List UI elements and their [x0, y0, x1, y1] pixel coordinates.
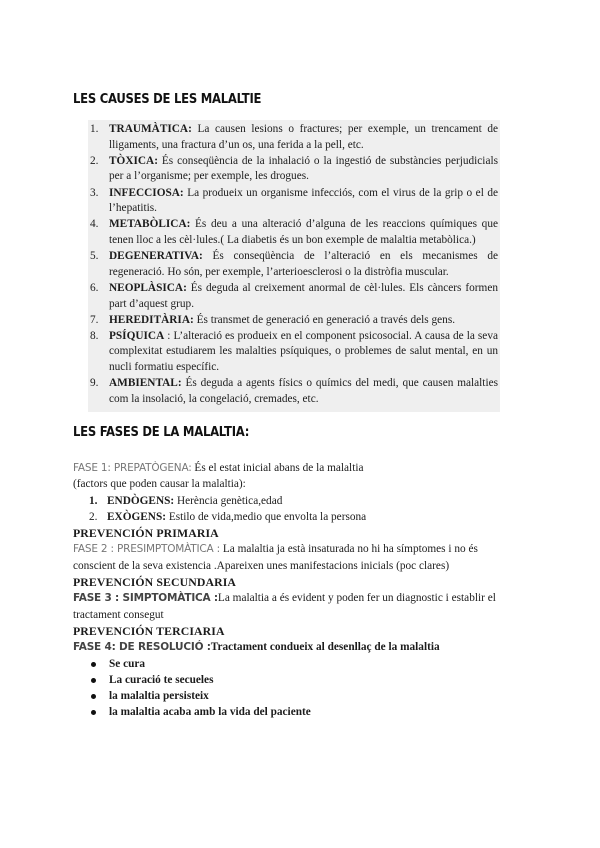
outcome-item: La curació te secueles	[73, 672, 505, 688]
cause-item: 6. NEOPLÀSICA: És deguda al creixement anormal de cèl·lules. Els càncers formen part d’aquest grup.	[90, 281, 498, 310]
cause-term: DEGENERATIVA:	[109, 250, 203, 263]
cause-item: 1. TRAUMÀTICA: La causen lesions o fractures; per exemple, un trencament de lligaments, una fractura d’un os, una ferida a la pell, etc.	[90, 123, 498, 151]
cause-item: 5. DEGENERATIVA: És conseqüència de l’alteració en els mecanismes de regeneració. Ho són, per exemple, l’arterioesclerosi o la distròfia muscular.	[90, 250, 498, 278]
causes-heading: LES CAUSES DE LES MALALTIE	[73, 91, 262, 107]
fase4-outcomes-list	[73, 656, 505, 721]
fase3-text-cont: tractament consegut	[73, 608, 164, 621]
cause-text: És conseqüència de la inhalació o la ingestió de substàncies perjudicials per a l’organisme; per exemple, les drogues.	[109, 154, 498, 183]
fase3-line	[73, 590, 505, 606]
factor-term: ENDÒGENS:	[107, 494, 175, 507]
fase1-note: (factors que poden causar la malaltia):	[73, 478, 246, 491]
cause-text: És deguda a agents físics o químics del medi, que causen malalties com la insolació, la congelació, cremades, etc.	[109, 377, 498, 405]
cause-term: INFECCIOSA:	[109, 186, 184, 199]
cause-item: 8. PSÍQUICA : L’alteració es produeix en el component psicosocial. A causa de la seva complexitat estudiarem les malalties psíquiques, o problemes de salut mental, en un nucli formatiu específic.	[90, 329, 498, 374]
outcome-item: Se cura	[73, 656, 505, 672]
cause-text: És deu a una alteració d’alguna de les reaccions químiques que tenen lloc a les cèl·lules.( La diabetis és un bon exemple de malaltia metabòlica.)	[109, 218, 498, 246]
prevention-primary: PREVENCIÓN PRIMARIA	[73, 526, 219, 541]
fase4-label: FASE 4: DE RESOLUCIÓ :	[73, 641, 211, 654]
cause-text: La causen lesions o fractures; per exemple, un trencament de lligaments, una fractura d’un os, una ferida a la pell, etc.	[109, 123, 498, 151]
cause-text: La produeix un organisme infecciós, com el virus de la grip o el de l’hepatitis.	[109, 186, 498, 215]
cause-item: 7. HEREDITÀRIA: És transmet de generació en generació a través dels gens.	[90, 313, 456, 326]
fase2-line	[73, 541, 505, 557]
outcome-item: la malaltia acaba amb la vida del paciente	[73, 704, 505, 720]
fase2-text-cont: conscient de la seva existencia .Apareixen unes manifestacions inicials (poc clares)	[73, 559, 450, 572]
fase1-factors-list	[73, 493, 505, 526]
cause-term: TÒXICA:	[109, 154, 158, 167]
cause-item: 4. METABÒLICA: És deu a una alteració d’alguna de les reaccions químiques que tenen lloc a les cèl·lules.( La diabetis és un bon exemple de malaltia metabòlica.)	[90, 218, 498, 246]
phases-heading: LES FASES DE LA MALALTIA:	[73, 424, 250, 440]
factor-term: EXÒGENS:	[107, 510, 167, 523]
factor-text: Herència genètica,edad	[174, 494, 283, 507]
fase3-text: La malaltia a és evident y poden fer un diagnostic i establir el	[217, 592, 496, 605]
cause-term: TRAUMÀTICA:	[109, 123, 192, 135]
fase3-label: FASE 3 : SIMPTOMÀTICA :	[73, 592, 218, 605]
causes-list	[90, 122, 498, 408]
fase4-line	[73, 639, 505, 655]
cause-text: És conseqüència de l’alteració en els mecanismes de regeneració. Ho són, per exemple, l’arterioesclerosi o la distròfia muscular.	[109, 250, 498, 278]
cause-term: HEREDITÀRIA:	[109, 313, 194, 326]
factor-item: 1. ENDÒGENS: Herència genètica,edad	[89, 494, 283, 507]
cause-text: És transmet de generació en generació a través dels gens.	[193, 313, 456, 326]
fase1-label: FASE 1: PREPATÒGENA:	[73, 462, 192, 474]
cause-term: PSÍQUICA	[109, 329, 165, 342]
cause-term: NEOPLÀSICA:	[109, 281, 187, 294]
cause-term: METABÒLICA:	[109, 218, 191, 231]
cause-text: : L’alteració es produeix en el component psicosocial. A causa de la seva complexitat estudiarem les malalties psíquiques, o problemes de salut mental, en un nucli formatiu específic.	[109, 329, 498, 374]
fase1-text: És el estat inicial abans de la malaltia	[191, 462, 364, 474]
cause-text: És deguda al creixement anormal de cèl·lules. Els càncers formen part d’aquest grup.	[109, 281, 498, 310]
fase4-text: Tractament condueix al desenllaç de la malaltia	[210, 641, 440, 654]
factor-item: 2. EXÒGENS: Estilo de vida,medio que envolta la persona	[89, 510, 367, 523]
prevention-secondary: PREVENCIÓN SECUNDARIA	[73, 575, 237, 590]
cause-item: 3. INFECCIOSA: La produeix un organisme infecciós, com el virus de la grip o el de l’hepatitis.	[90, 186, 498, 215]
prevention-tertiary: PREVENCIÓN TERCIARIA	[73, 623, 225, 638]
outcome-item: la malaltia persisteix	[73, 688, 505, 704]
fase2-label: FASE 2 : PRESIMPTOMÀTICA :	[73, 543, 221, 556]
fase1-line	[73, 460, 505, 476]
phases-section	[73, 460, 505, 721]
cause-item: 9. AMBIENTAL: És deguda a agents físics o químics del medi, que causen malalties com la insolació, la congelació, cremades, etc.	[90, 377, 498, 405]
fase2-text: La malaltia ja està insaturada no hi ha símptomes i no és	[220, 543, 478, 556]
cause-item: 2. TÒXICA: És conseqüència de la inhalació o la ingestió de substàncies perjudicials per a l’organisme; per exemple, les drogues.	[90, 154, 498, 183]
factor-text: Estilo de vida,medio que envolta la persona	[166, 510, 367, 523]
cause-term: AMBIENTAL:	[109, 377, 182, 390]
